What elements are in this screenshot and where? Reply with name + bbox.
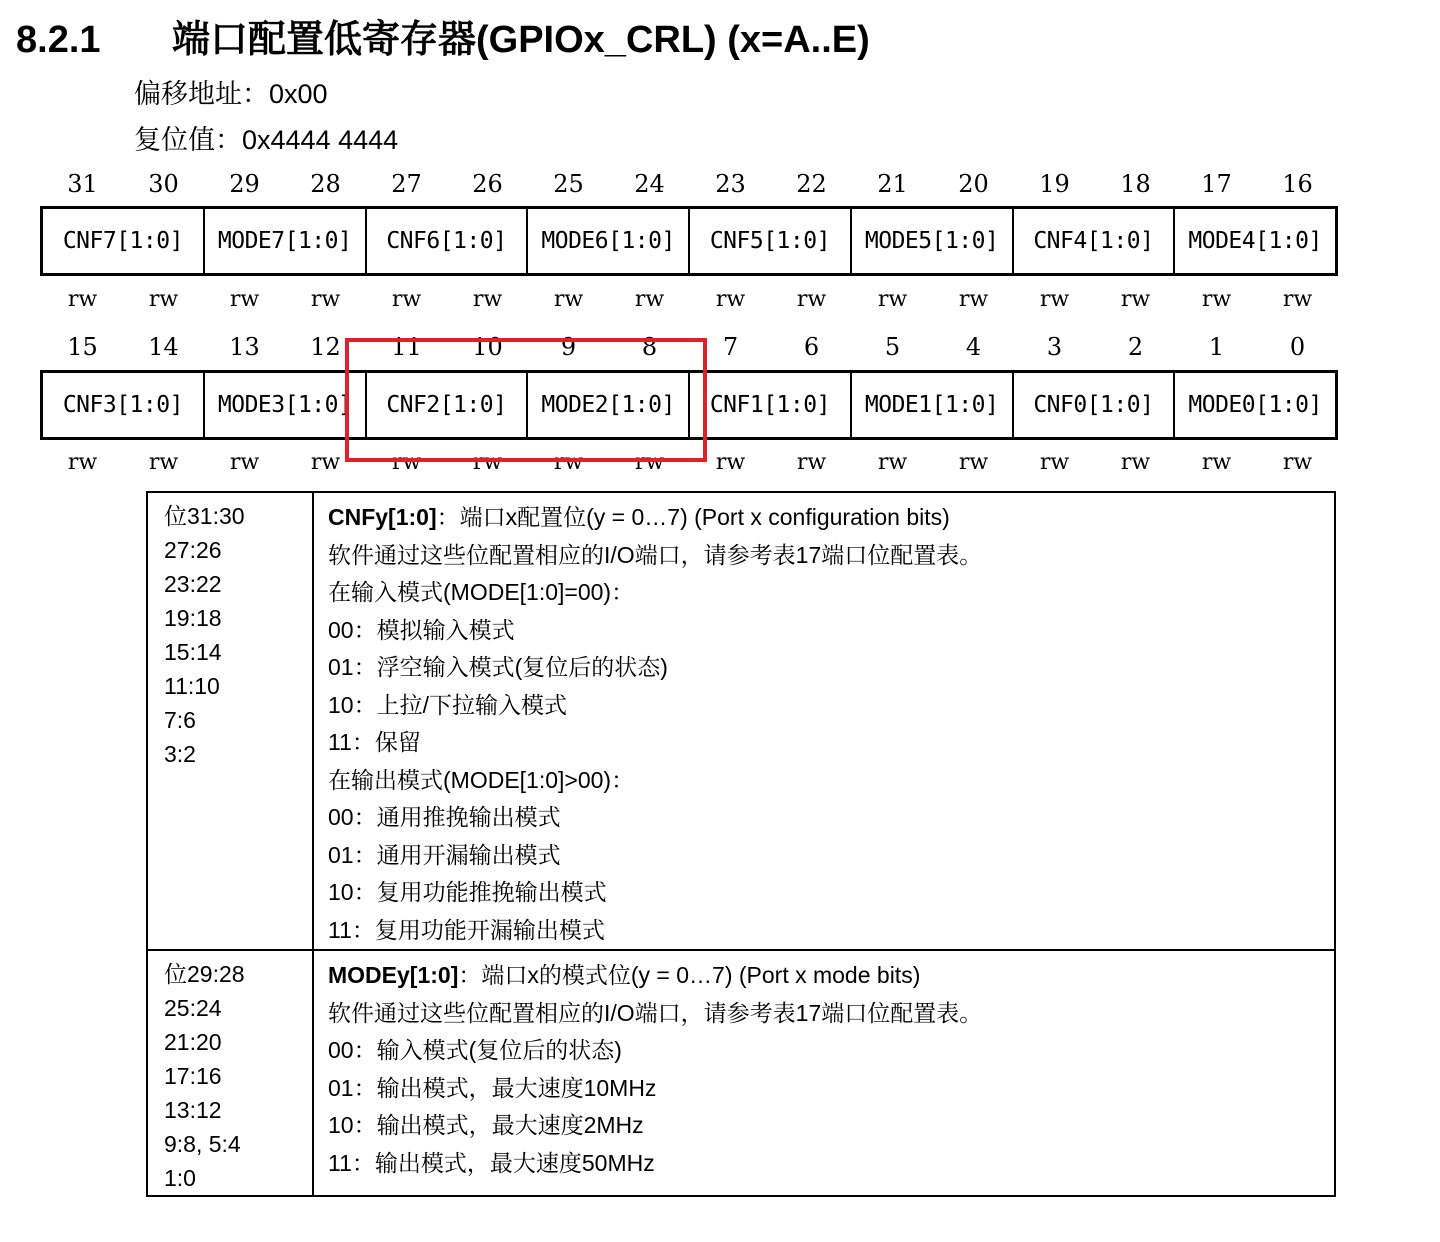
register-field: CNF3[1:0]	[43, 373, 205, 437]
access-type: rw	[310, 450, 341, 475]
bit-number: 2	[1127, 333, 1144, 361]
bit-number: 6	[803, 333, 820, 361]
bit-range: 13:12	[164, 1097, 222, 1123]
access-type: rw	[1282, 287, 1313, 312]
bit-number: 14	[148, 333, 179, 361]
bit-number: 23	[715, 170, 746, 198]
bit-number: 31	[67, 170, 98, 198]
field-title	[328, 957, 1334, 995]
field-title	[328, 499, 1334, 537]
bit-number: 15	[67, 333, 98, 361]
bit-number: 0	[1289, 333, 1306, 361]
bit-number: 27	[391, 170, 422, 198]
description-line: 10：复用功能推挽输出模式	[328, 879, 607, 905]
access-type: rw	[391, 450, 422, 475]
register-field: CNF1[1:0]	[690, 373, 852, 437]
description-line: 01：输出模式，最大速度10MHz	[328, 1074, 657, 1101]
bit-number: 9	[560, 333, 577, 361]
bit-range: 23:22	[164, 571, 222, 597]
bit-number: 7	[722, 333, 739, 361]
access-type: rw	[1039, 450, 1070, 475]
access-type: rw	[715, 450, 746, 475]
access-type: rw	[634, 287, 665, 312]
bit-number: 18	[1120, 170, 1151, 198]
bit-number: 24	[634, 170, 665, 198]
register-field: MODE0[1:0]	[1188, 392, 1322, 418]
bit-number: 19	[1039, 170, 1070, 198]
table-row	[147, 492, 1335, 950]
description-line: 在输出模式(MODE[1:0]>00)：	[328, 766, 635, 793]
access-type: rw	[877, 287, 908, 312]
access-type: rw	[958, 450, 989, 475]
bit-range: 7:6	[164, 707, 196, 733]
access-type: rw	[958, 287, 989, 312]
access-type: rw	[148, 450, 179, 475]
register-field: MODE4[1:0]	[1188, 228, 1322, 254]
bit-number: 20	[958, 170, 989, 198]
bit-number: 13	[229, 333, 260, 361]
register-field: CNF2[1:0]	[367, 373, 529, 437]
register-field: MODE3[1:0]	[205, 373, 367, 437]
access-type: rw	[67, 287, 98, 312]
section-heading	[16, 8, 870, 63]
description-cell	[313, 950, 1335, 1196]
description-line: 11：保留	[328, 729, 421, 755]
register-field: CNF4[1:0]	[1014, 209, 1176, 273]
reset-value: 复位值：0x4444 4444	[134, 125, 399, 155]
access-type: rw	[472, 450, 503, 475]
table-row	[147, 950, 1335, 1196]
register-field: CNF7[1:0]	[43, 209, 205, 273]
description-line: 在输入模式(MODE[1:0]=00)：	[328, 579, 635, 605]
register-field: MODE6[1:0]	[528, 209, 690, 273]
description-line: 11：输出模式，最大速度50MHz	[328, 1149, 655, 1176]
bit-number: 25	[553, 170, 584, 198]
bit-number: 1	[1208, 333, 1225, 361]
description-line: 00：输入模式(复位后的状态)	[328, 1037, 622, 1063]
access-type: rw	[715, 287, 746, 312]
access-type: rw	[310, 287, 341, 312]
access-type: rw	[553, 450, 584, 475]
register-field: MODE7[1:0]	[205, 209, 367, 273]
access-type: rw	[1039, 287, 1070, 312]
description-line: 10：输出模式，最大速度2MHz	[328, 1112, 644, 1138]
description-line: 11：复用功能开漏输出模式	[328, 916, 605, 943]
description-line: 01：通用开漏输出模式	[328, 841, 561, 868]
bit-number: 26	[472, 170, 503, 198]
description-line: 00：通用推挽输出模式	[328, 804, 561, 830]
access-type: rw	[1120, 287, 1151, 312]
bit-range: 19:18	[164, 605, 222, 631]
bit-number: 17	[1201, 170, 1232, 198]
description-line: 10：上拉/下拉输入模式	[328, 691, 567, 718]
bit-number: 11	[391, 333, 422, 361]
upper-access-row	[42, 287, 1338, 312]
bit-range: 1:0	[164, 1165, 196, 1191]
upper-bit-numbers	[42, 170, 1338, 198]
access-type: rw	[472, 287, 503, 312]
description-line: 软件通过这些位配置相应的I/O端口，请参考表17端口位配置表。	[328, 999, 983, 1026]
section-number: 8.2.1	[16, 19, 101, 61]
bit-range: 3:2	[164, 741, 196, 767]
access-type: rw	[67, 450, 98, 475]
bit-range: 25:24	[164, 995, 222, 1021]
bit-range: 27:26	[164, 537, 222, 563]
access-type: rw	[229, 450, 260, 475]
register-field: MODE1[1:0]	[852, 373, 1014, 437]
access-type: rw	[634, 450, 665, 475]
register-field: MODE5[1:0]	[852, 209, 1014, 273]
access-type: rw	[1120, 450, 1151, 475]
access-type: rw	[553, 287, 584, 312]
access-type: rw	[796, 450, 827, 475]
access-type: rw	[877, 450, 908, 475]
register-field: CNF5[1:0]	[690, 209, 852, 273]
bit-range: 17:16	[164, 1063, 222, 1089]
field-description-table	[146, 491, 1336, 1197]
bit-number: 12	[310, 333, 341, 361]
bit-number: 22	[796, 170, 827, 198]
description-line: 01：浮空输入模式(复位后的状态)	[328, 654, 668, 680]
bit-number: 29	[229, 170, 260, 198]
bit-range: 11:10	[164, 673, 220, 699]
access-type: rw	[1201, 287, 1232, 312]
bit-range: 9:8, 5:4	[164, 1131, 241, 1157]
register-field: MODE2[1:0]	[528, 373, 690, 437]
bit-range: 15:14	[164, 639, 222, 665]
bit-number: 8	[641, 333, 658, 361]
register-field: CNF6[1:0]	[367, 209, 529, 273]
bit-range-cell	[147, 492, 313, 950]
field-summary: ：端口x的模式位(y = 0…7) (Port x mode bits)	[458, 962, 921, 988]
bit-range: 位31:30	[164, 503, 245, 529]
bit-number: 16	[1282, 170, 1313, 198]
bit-number: 3	[1046, 333, 1063, 361]
highlight-box	[345, 338, 707, 462]
bit-number: 28	[310, 170, 341, 198]
bit-number: 10	[472, 333, 503, 361]
bit-number: 21	[877, 170, 908, 198]
description-cell	[313, 492, 1335, 950]
section-title: 端口配置低寄存器(GPIOx_CRL) (x=A..E)	[172, 19, 870, 61]
field-name: MODEy[1:0]	[328, 962, 459, 988]
bit-number: 5	[884, 333, 901, 361]
description-line: 00：模拟输入模式	[328, 616, 515, 643]
bit-range: 21:20	[164, 1029, 222, 1055]
access-type: rw	[1282, 450, 1313, 475]
bit-number: 4	[965, 333, 982, 361]
bit-range: 位29:28	[164, 961, 245, 987]
upper-register-fields	[40, 206, 1338, 276]
access-type: rw	[229, 287, 260, 312]
offset-address: 偏移地址：0x00	[134, 79, 328, 109]
register-field: CNF0[1:0]	[1014, 373, 1176, 437]
bit-range-cell	[147, 950, 313, 1196]
access-type: rw	[796, 287, 827, 312]
access-type: rw	[391, 287, 422, 312]
access-type: rw	[1201, 450, 1232, 475]
access-type: rw	[148, 287, 179, 312]
bit-number: 30	[148, 170, 179, 198]
field-summary: ：端口x配置位(y = 0…7) (Port x configuration bits)	[436, 504, 950, 530]
field-name: CNFy[1:0]	[328, 504, 437, 530]
description-line: 软件通过这些位配置相应的I/O端口，请参考表17端口位配置表。	[328, 541, 983, 568]
